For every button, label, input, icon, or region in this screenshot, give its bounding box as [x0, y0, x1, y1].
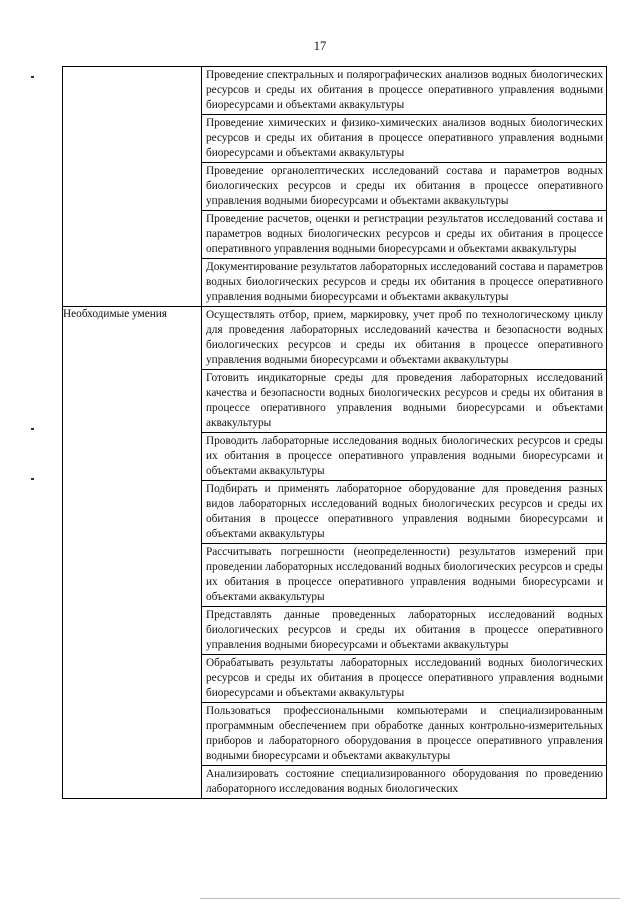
list-item: Проведение химических и физико-химических анализов водных биологических ресурсов и среды их обитания в процессе оперативного управления водными биоресурсами и объектами аквакультуры [202, 114, 606, 162]
list-item: Проведение спектральных и полярографических анализов водных биологических ресурсов и среды их обитания в процессе оперативного управления водными биоресурсами и объектами аквакультуры [206, 69, 603, 111]
list-item: Документирование результатов лабораторных исследований состава и параметров водных биологических ресурсов и среды их обитания в процессе оперативного управления водными биоресурсами и объектами аквакультуры [202, 258, 606, 306]
list-item: Подбирать и применять лабораторное оборудование для проведения разных видов лабораторных исследований водных биологических ресурсов и среды их обитания в процессе оперативного управления водными биоресурсами и объектами аквакультуры [202, 480, 606, 543]
row-content [202, 67, 607, 307]
scan-edge-line [200, 898, 620, 899]
list-item: Проводить лабораторные исследования водных биологических ресурсов и среды их обитания в процессе оперативного управления водными биоресурсами и объектами аквакультуры [202, 432, 606, 480]
list-item: Проведение органолептических исследований состава и параметров водных биологических ресурсов и среды их обитания в процессе оперативного управления водными биоресурсами и объектами аквакультуры [202, 162, 606, 210]
list-item: Анализировать состояние специализированного оборудования по проведению лабораторного исследования водных биологических [202, 765, 606, 798]
list-item: Готовить индикаторные среды для проведения лабораторных исследований качества и безопасности водных биологических ресурсов и среды их обитания в процессе оперативного управления водными биоресурсами и объектами аквакультуры [202, 369, 606, 432]
table-row [63, 307, 607, 799]
row-label: Необходимые умения [63, 307, 202, 799]
row-content [202, 307, 607, 799]
list-item: Осуществлять отбор, прием, маркировку, учет проб по технологическому циклу для проведения лабораторных исследований качества и безопасности водных биологических ресурсов и среды их обитания в процессе оперативного управления водными биоресурсами и объектами аквакультуры [206, 309, 603, 366]
margin-mark [31, 478, 34, 480]
list-item: Обрабатывать результаты лабораторных исследований водных биологических ресурсов и среды их обитания в процессе оперативного управления водными биоресурсами и объектами аквакультуры [202, 654, 606, 702]
list-item: Проведение расчетов, оценки и регистрации результатов исследований состава и параметров водных биологических ресурсов и среды их обитания в процессе оперативного управления водными биоресурсами и объектами аквакультуры [202, 210, 606, 258]
list-item: Представлять данные проведенных лабораторных исследований водных биологических ресурсов и среды их обитания в процессе оперативного управления водными биоресурсами и объектами аквакультуры [202, 606, 606, 654]
list-item: Рассчитывать погрешности (неопределенности) результатов измерений при проведении лабораторных исследований водных биологических ресурсов и среды их обитания в процессе оперативного управления водными биоресурсами и объектами аквакультуры [202, 543, 606, 606]
list-item: Пользоваться профессиональными компьютерами и специализированным программным обеспечением при обработке данных контрольно-измерительных приборов и лабораторного оборудования в процессе оперативного управления водными биоресурсами и объектами аквакультуры [202, 702, 606, 765]
margin-mark [31, 428, 34, 430]
page-number: 17 [313, 39, 327, 53]
row-label [63, 67, 202, 307]
margin-mark [31, 76, 34, 78]
table-row [63, 67, 607, 307]
qualification-table [62, 66, 607, 799]
